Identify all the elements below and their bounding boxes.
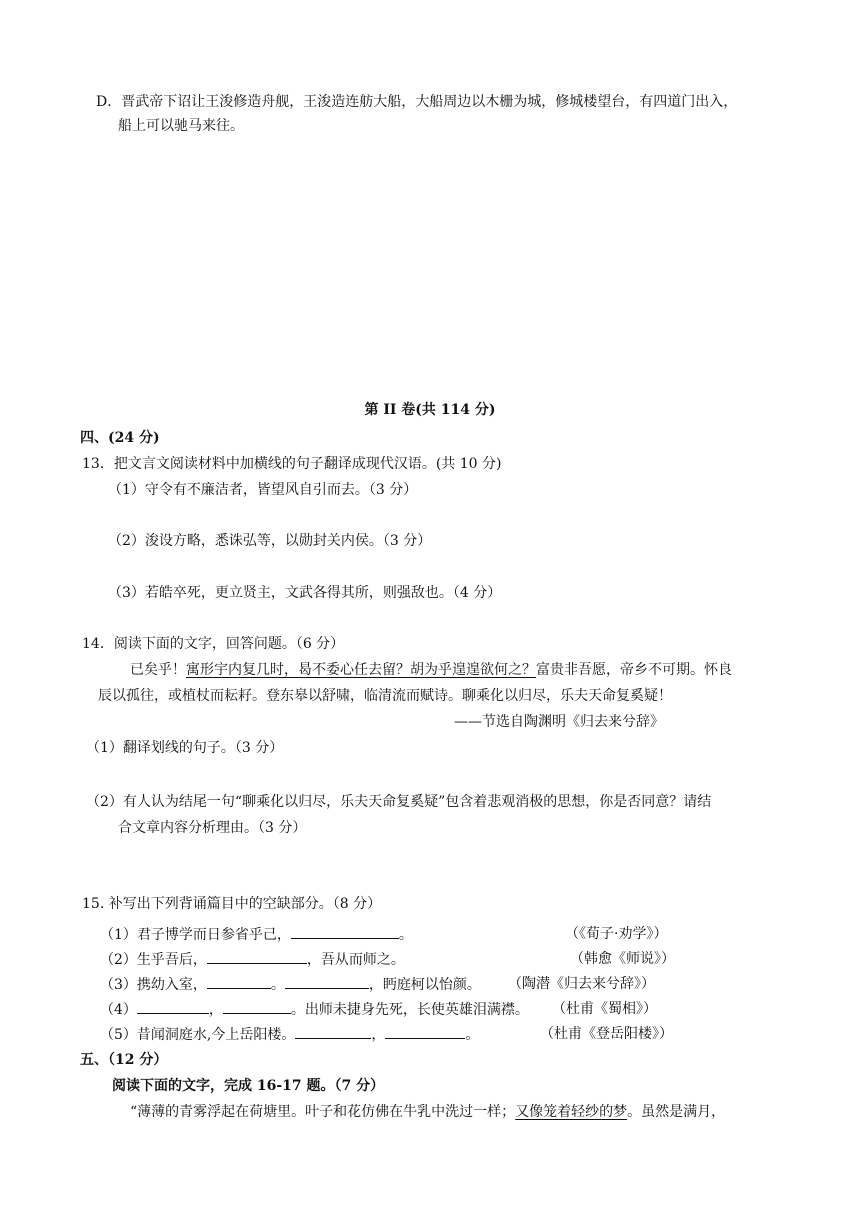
- q15-item-text: 。: [270, 977, 285, 993]
- q15-item-text: （3）携幼入室，: [100, 977, 207, 993]
- answer-blank[interactable]: [291, 924, 399, 939]
- q15-item-1: [100, 924, 413, 945]
- section5-underlined-phrase: 又像笼着轻纱的梦: [515, 1104, 628, 1120]
- q15-item-text: ，: [371, 1027, 386, 1043]
- answer-blank[interactable]: [207, 949, 307, 964]
- q15-item-text: 。出师未捷身先死，长使英雄泪满襟。: [290, 1002, 529, 1018]
- section5-passage: [130, 1102, 725, 1122]
- q14-sub2-line1: （2）有人认为结尾一句“聊乘化以归尽，乐夫天命复奚疑”包含着悲观消极的思想，你是否同意？请结: [86, 794, 712, 810]
- q15-item-text: 。: [465, 1027, 480, 1043]
- answer-blank[interactable]: [207, 974, 271, 989]
- q15-item-5: [100, 1024, 479, 1045]
- volume-title: 第 II 卷(共 114 分): [364, 402, 496, 418]
- q15-item-4: [100, 999, 529, 1020]
- option-d-line1: D．晋武帝下诏让王浚修造舟舰，王浚造连舫大船，大船周边以木栅为城，修城楼望台，有四道门出入，: [96, 94, 738, 110]
- q13-item-2: （2）浚设方略，悉诛弘等，以勋封关内侯。（3 分）: [108, 533, 432, 549]
- q13-stem: 13．把文言文阅读材料中加横线的句子翻译成现代汉语。(共 10 分): [82, 456, 502, 472]
- q15-item-5-source: （杜甫《登岳阳楼》）: [540, 1026, 673, 1042]
- q15-item-text: ，吾从而师之。: [306, 952, 405, 968]
- q15-stem: 15. 补写出下列背诵篇目中的空缺部分。（8 分）: [82, 896, 382, 912]
- q15-item-text: ，眄庭柯以怡颜。: [368, 977, 481, 993]
- q14-sub2-line2: 合文章内容分析理由。（3 分）: [118, 820, 307, 836]
- q15-item-2-source: （韩愈《师说》）: [570, 951, 675, 967]
- q15-item-3: [100, 974, 481, 995]
- q15-item-text: （2）生乎吾后，: [100, 952, 207, 968]
- q15-item-1-source: （《荀子·劝学》）: [565, 926, 668, 942]
- q15-item-text: （5）昔闻洞庭水,今上岳阳楼。: [100, 1027, 296, 1043]
- q15-item-3-source: （陶潜《归去来兮辞》）: [508, 976, 655, 992]
- q14-passage-line2: 辰以孤往，或植杖而耘耔。登东皋以舒啸，临清流而赋诗。聊乘化以归尽，乐夫天命复奚疑！: [98, 688, 672, 704]
- answer-blank[interactable]: [285, 974, 369, 989]
- section5-heading: 五、（12 分）: [80, 1052, 168, 1068]
- section4-heading: 四、(24 分): [80, 430, 160, 446]
- q14-stem: 14．阅读下面的文字，回答问题。（6 分）: [82, 636, 345, 652]
- answer-blank[interactable]: [223, 999, 291, 1014]
- q13-item-1: （1）守令有不廉洁者，皆望风自引而去。（3 分）: [108, 482, 418, 498]
- q15-item-text: ，: [208, 1002, 223, 1018]
- section5-passage-text: “薄薄的青雾浮起在荷塘里。叶子和花仿佛在牛乳中洗过一样；: [130, 1104, 516, 1120]
- q15-item-text: （4）: [100, 1002, 137, 1018]
- section5-passage-text: 。虽然是满月，: [627, 1104, 726, 1120]
- q14-source: ——节选自陶渊明《归去来兮辞》: [454, 714, 664, 730]
- q14-underlined-sentence: 寓形宇内复几时，曷不委心任去留？胡为乎遑遑欲何之？: [186, 662, 536, 678]
- q14-passage-text: 富贵非吾愿，帝乡不可期。怀良: [536, 662, 732, 678]
- q14-passage-text: 已矣乎！: [130, 662, 186, 678]
- q15-item-4-source: （杜甫《蜀相》）: [552, 1001, 657, 1017]
- option-d-line2: 船上可以驰马来往。: [118, 118, 244, 134]
- q14-passage-line1: [130, 660, 732, 680]
- q15-item-2: [100, 949, 405, 970]
- answer-blank[interactable]: [137, 999, 209, 1014]
- answer-blank[interactable]: [385, 1024, 465, 1039]
- q14-sub1: （1）翻译划线的句子。（3 分）: [86, 740, 284, 756]
- answer-blank[interactable]: [295, 1024, 371, 1039]
- q15-item-text: （1）君子博学而日参省乎己，: [100, 927, 291, 943]
- q15-item-text: 。: [398, 927, 413, 943]
- section5-instruction: 阅读下面的文字，完成 16-17 题。（7 分）: [112, 1078, 385, 1094]
- q13-item-3: （3）若皓卒死，更立贤主，文武各得其所，则强敌也。（4 分）: [108, 585, 502, 601]
